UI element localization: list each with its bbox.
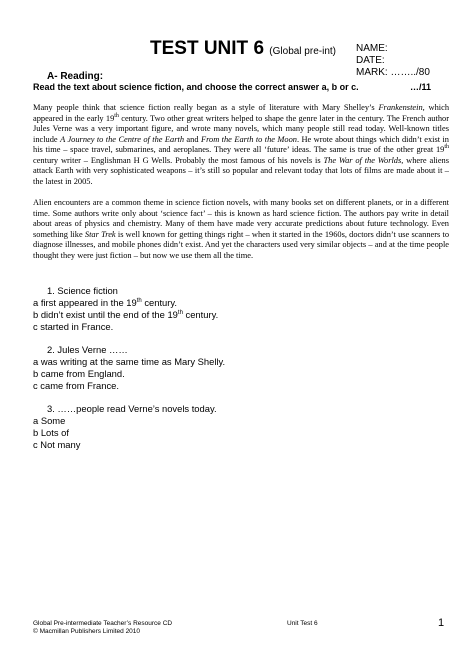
option-text: century. xyxy=(141,297,177,308)
option-text: a first appeared in the 19 xyxy=(33,297,137,308)
text-run: and xyxy=(184,134,201,144)
ordinal-suffix: th xyxy=(136,297,142,304)
text-run: , where aliens attack Earth with very sophisticated weapons – it’s still so popular and relevant today that lots of films are made about it – the latest in 2005. xyxy=(33,155,450,186)
test-title xyxy=(150,38,336,60)
question-2-option-c: c came from France. xyxy=(33,380,119,391)
book-title: Frankenstein xyxy=(378,103,423,112)
question-3-option-c: c Not many xyxy=(33,439,81,450)
question-3-stem: 3. ……people read Verne’s novels today. xyxy=(47,403,217,414)
reading-paragraph-2 xyxy=(33,198,449,261)
book-title: From the Earth to the Moon xyxy=(200,134,297,144)
question-2-option-a: a was writing at the same time as Mary Shelly. xyxy=(33,356,226,367)
footer-resource-title: Global Pre-intermediate Teacher’s Resource CD xyxy=(33,620,173,627)
text-run: , which appeared in the early 19 xyxy=(33,103,450,123)
page-number: 1 xyxy=(438,617,445,629)
title-subtitle: (Global pre-int) xyxy=(269,46,336,57)
question-1-option-b xyxy=(33,309,218,321)
book-title: A Journey to the Centre of the Earth xyxy=(60,134,185,144)
question-1-option-c: c started in France. xyxy=(33,321,114,332)
ordinal-suffix: th xyxy=(177,309,183,316)
mark-label: MARK: ……../80 xyxy=(356,67,430,78)
book-title: The War of the Worlds xyxy=(323,155,402,165)
question-2-option-b: b came from England. xyxy=(33,368,125,379)
footer-unit: Unit Test 6 xyxy=(287,620,318,627)
ordinal-suffix: th xyxy=(444,144,449,151)
title-text: TEST UNIT 6 xyxy=(150,38,265,59)
option-text: b didn’t exist until the end of the 19 xyxy=(33,309,178,320)
text-run: century writer – Englishman H G Wells. Probably the most famous of his novels is xyxy=(33,155,324,165)
section-heading: A- Reading: xyxy=(47,71,104,82)
question-3-option-b: b Lots of xyxy=(33,427,69,438)
student-info-block xyxy=(356,43,430,79)
name-label: NAME: xyxy=(356,43,388,54)
text-run: century. Two other great writers helped to shape the genre later in the century. The French author Jules Verne was a very important figure, and wrote many novels, which many people still read today. Well-known titles include xyxy=(33,113,449,144)
question-2-stem: 2. Jules Verne …… xyxy=(47,344,128,355)
section-score: …/11 xyxy=(410,82,432,92)
question-3-option-a: a Some xyxy=(33,415,66,426)
option-text: century. xyxy=(182,309,219,320)
date-label: DATE: xyxy=(356,55,385,66)
text-run: . He wrote about things which didn’t exist in his time – space travel, submarines, and aeroplanes. They were all ‘future’ ideas. The same is true of the other great 19 xyxy=(33,134,449,154)
text-run: is well known for getting things right – when it started in the 1960s, doctors didn’t use scanners to diagnose illnesses, and mobile phones didn’t exist. And yet the characters used very similar objects – and at the time people thought they were just fiction – but now we use them all the time. xyxy=(33,229,450,260)
question-1-option-a xyxy=(33,297,177,309)
footer-copyright: © Macmillan Publishers Limited 2010 xyxy=(33,628,141,635)
text-run: Alien encounters are a common theme in science fiction novels, with many books set on different planets, or in a different time. Some authors write only about ‘science fact’ – this is known as hard science fiction. The authors pay write in detail about areas of physics and chemistry. Many of them have made very accurate predictions about future technology. Even something like xyxy=(33,198,449,239)
ordinal-suffix: th xyxy=(114,112,119,119)
question-1-stem: 1. Science fiction xyxy=(47,285,118,296)
section-instruction: Read the text about science fiction, and choose the correct answer a, b or c. xyxy=(33,82,359,92)
footer-publisher xyxy=(33,620,172,636)
reading-paragraph-1 xyxy=(33,103,449,187)
show-title: Star Trek xyxy=(84,229,116,239)
text-run: Many people think that science fiction really began as a style of literature with Mary Shelley’s xyxy=(33,103,379,112)
